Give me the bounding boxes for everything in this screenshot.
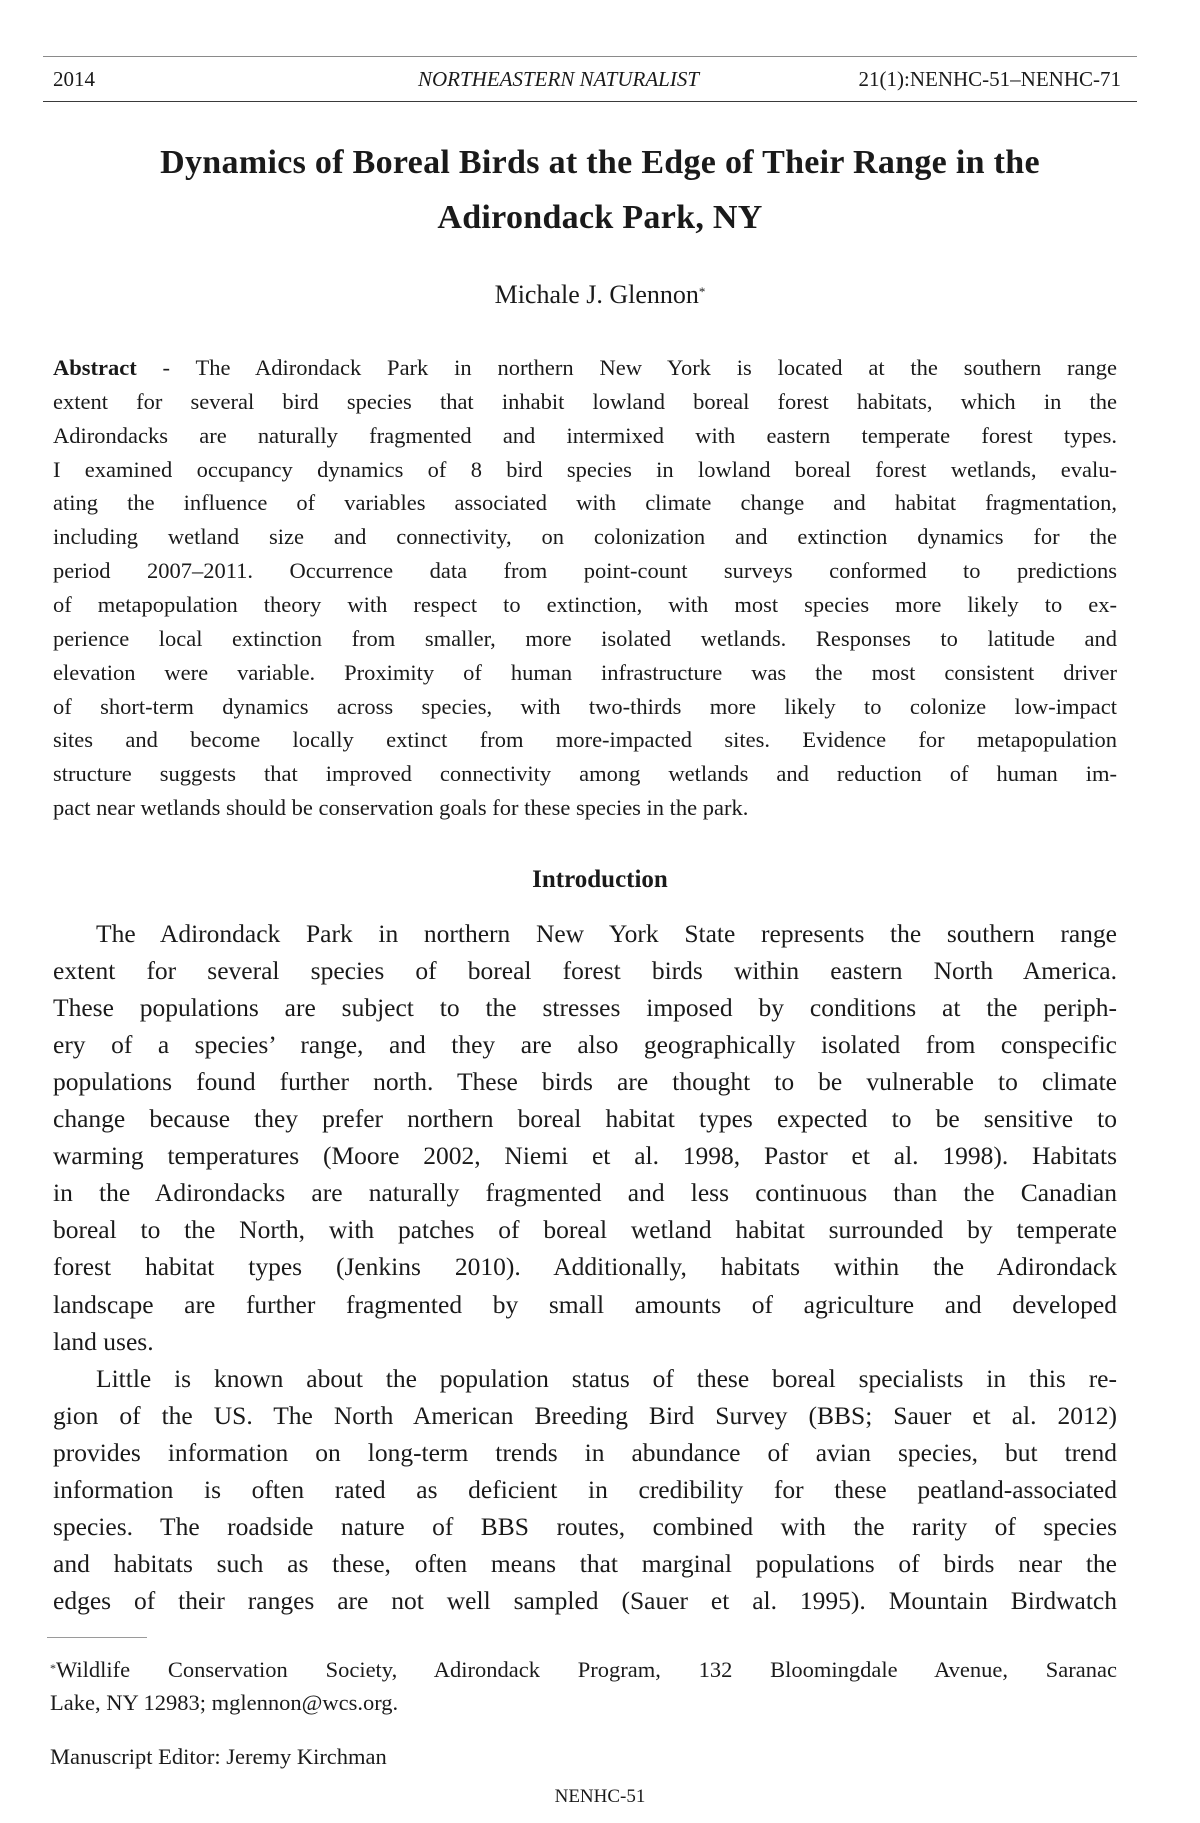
introduction-paragraph1-line: forest habitat types (Jenkins 2010). Additionally, habitats within the Adirondack	[53, 1252, 1117, 1282]
introduction-paragraph1-line: extent for several species of boreal forest birds within eastern North America.	[53, 956, 1117, 986]
abstract-line	[53, 759, 1117, 789]
abstract-line	[53, 725, 1117, 755]
abstract-line-text: I examined occupancy dynamics of 8 bird species in lowland boreal forest wetlands, evalu-	[53, 456, 1117, 482]
introduction-paragraph2-line: Little is known about the population status of these boreal specialists in this re-	[96, 1363, 1117, 1393]
abstract-line-text: ating the influence of variables associated with climate change and habitat fragmentation,	[53, 490, 1117, 516]
abstract-line	[53, 488, 1117, 518]
header-bottom-rule	[43, 101, 1137, 102]
abstract-line	[53, 658, 1117, 688]
abstract-line	[53, 624, 1117, 654]
abstract-line-text: perience local extinction from smaller, more isolated wetlands. Responses to latitude and	[53, 625, 1117, 651]
abstract-line-text: pact near wetlands should be conservation goals for these species in the park.	[53, 795, 749, 821]
header-volume-pages: 21(1):NENHC-51–NENHC-71	[858, 67, 1121, 91]
introduction-paragraph1-line: landscape are further fragmented by small amounts of agriculture and developed	[53, 1289, 1117, 1319]
abstract-line	[53, 455, 1117, 485]
introduction-paragraph2-line: and habitats such as these, often means that marginal populations of birds near the	[53, 1548, 1117, 1578]
abstract-line	[53, 590, 1117, 620]
introduction-paragraph2-line: information is often rated as deficient in credibility for these peatland-associated	[53, 1474, 1117, 1504]
page-number: NENHC-51	[554, 1786, 646, 1807]
article-title-line-2: Adirondack Park, NY	[437, 199, 763, 236]
article-title-line-1: Dynamics of Boreal Birds at the Edge of Their Range in the	[160, 144, 1040, 181]
abstract-label: Abstract	[53, 355, 137, 380]
abstract-line-text: of short-term dynamics across species, with two-thirds more likely to colonize low-impact	[53, 693, 1117, 719]
abstract-line	[53, 556, 1117, 586]
footnote-affiliation-line-1	[50, 1655, 1117, 1685]
abstract-line	[53, 387, 1117, 417]
footnote-mark: *	[50, 1661, 56, 1675]
abstract-line-text: of metapopulation theory with respect to extinction, with most species more likely to ex-	[53, 591, 1117, 617]
introduction-paragraph2-line: species. The roadside nature of BBS routes, combined with the rarity of species	[53, 1511, 1117, 1541]
section-heading-introduction: Introduction	[532, 866, 668, 893]
abstract-line-text: sites and become locally extinct from more-impacted sites. Evidence for metapopulation	[53, 727, 1117, 753]
introduction-paragraph2-line: provides information on long-term trends in abundance of avian species, but trend	[53, 1437, 1117, 1467]
footnote-affiliation-line-2: Lake, NY 12983; mglennon@wcs.org.	[50, 1690, 399, 1715]
abstract-line	[53, 522, 1117, 552]
introduction-paragraph1-line: in the Adirondacks are naturally fragmented and less continuous than the Canadian	[53, 1178, 1117, 1208]
abstract-line-text: The Adirondack Park in northern New York is located at the southern range	[195, 355, 1117, 380]
introduction-paragraph1-line: The Adirondack Park in northern New York State represents the southern range	[96, 919, 1117, 948]
introduction-paragraph2-line: edges of their ranges are not well sampled (Sauer et al. 1995). Mountain Birdwatch	[53, 1585, 1117, 1615]
introduction-paragraph1-line: warming temperatures (Moore 2002, Niemi et al. 1998, Pastor et al. 1998). Habitats	[53, 1141, 1117, 1171]
introduction-paragraph1-line: populations found further north. These birds are thought to be vulnerable to climate	[53, 1067, 1117, 1097]
introduction-paragraph1-line: ery of a species’ range, and they are also geographically isolated from conspecific	[53, 1030, 1117, 1060]
footnote-affiliation-text: Wildlife Conservation Society, Adirondack Program, 132 Bloomingdale Avenue, Saranac	[56, 1657, 1117, 1682]
abstract-line-text: period 2007–2011. Occurrence data from point-count surveys conformed to predictions	[53, 558, 1117, 584]
introduction-paragraph1-line: land uses.	[53, 1326, 154, 1356]
author-name: Michale J. Glennon	[494, 280, 699, 309]
abstract-separator: -	[136, 355, 196, 380]
author	[0, 279, 1200, 311]
abstract-line	[53, 421, 1117, 451]
abstract-line-text: extent for several bird species that inhabit lowland boreal forest habitats, which in the	[53, 388, 1117, 414]
abstract-line-text: Adirondacks are naturally fragmented and intermixed with eastern temperate forest types.	[53, 422, 1117, 448]
abstract-line-text: elevation were variable. Proximity of human infrastructure was the most consistent driver	[53, 659, 1117, 685]
footnote-rule	[47, 1637, 147, 1638]
introduction-paragraph1-line: boreal to the North, with patches of boreal wetland habitat surrounded by temperate	[53, 1215, 1117, 1245]
header-journal-name: NORTHEASTERN NATURALIST	[418, 67, 699, 91]
introduction-paragraph1-line: These populations are subject to the stresses imposed by conditions at the periph-	[53, 993, 1117, 1023]
abstract-line	[53, 793, 1117, 823]
author-footnote-mark: *	[698, 284, 706, 299]
abstract-line	[53, 353, 1117, 383]
manuscript-editor: Manuscript Editor: Jeremy Kirchman	[50, 1744, 387, 1769]
introduction-paragraph2-line: gion of the US. The North American Breeding Bird Survey (BBS; Sauer et al. 2012)	[53, 1400, 1117, 1430]
introduction-paragraph1-line: change because they prefer northern boreal habitat types expected to be sensitive to	[53, 1104, 1117, 1134]
header-top-rule	[43, 56, 1137, 57]
abstract-line-text: including wetland size and connectivity, on colonization and extinction dynamics for the	[53, 524, 1117, 550]
abstract-line	[53, 692, 1117, 722]
header-year: 2014	[53, 67, 95, 91]
abstract-line-text: structure suggests that improved connectivity among wetlands and reduction of human im-	[53, 761, 1117, 787]
